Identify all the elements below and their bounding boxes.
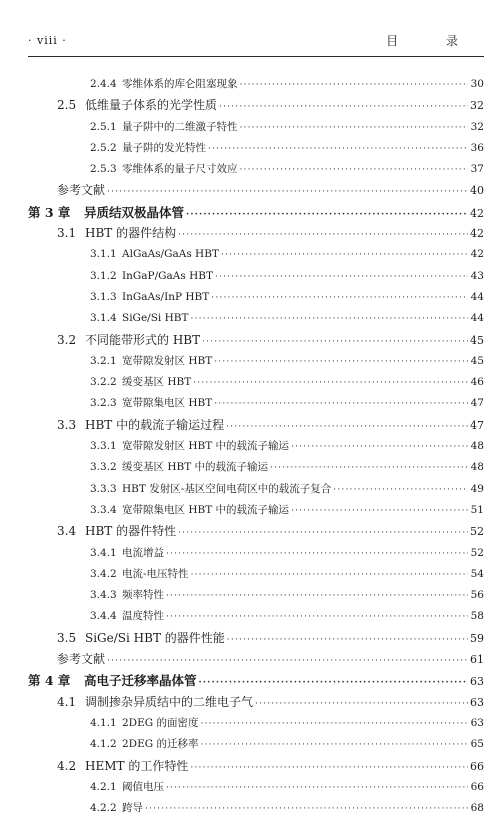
leader-dots <box>201 735 469 756</box>
leader-dots <box>107 651 468 672</box>
leader-dots <box>178 523 468 544</box>
toc-entry[interactable] <box>28 777 484 798</box>
toc-entry-number: 3.4.2 <box>90 567 117 580</box>
toc-entry-number: 3.1.4 <box>90 312 117 325</box>
toc-entry-page: 48 <box>470 440 484 453</box>
toc-entry-page: 65 <box>470 738 484 751</box>
toc-entry-title: 跨导 <box>122 802 143 815</box>
toc-references[interactable] <box>28 180 484 201</box>
toc-entry-page: 63 <box>470 695 484 709</box>
toc-entry-title: 参考文献 <box>57 652 106 667</box>
leader-dots <box>166 544 468 565</box>
toc-entry-number: 3.1.1 <box>90 248 117 261</box>
leader-dots <box>215 267 468 288</box>
toc-entry[interactable] <box>28 266 484 287</box>
toc-entry-title: InGaAs/InP HBT <box>122 290 210 303</box>
toc-entry[interactable] <box>28 713 484 734</box>
toc-entry-number: 3.4.1 <box>90 546 117 559</box>
toc-entry-number: 3.3.1 <box>90 440 117 453</box>
toc-entry-page: 49 <box>470 482 484 495</box>
toc-entry[interactable] <box>28 138 484 159</box>
toc-entry-number: 3.4.4 <box>90 610 117 623</box>
toc-entry-number: 3.4.3 <box>90 589 117 602</box>
toc-entry-title: AlGaAs/GaAs HBT <box>122 248 219 261</box>
toc-entry[interactable] <box>28 479 484 500</box>
toc-entry[interactable] <box>28 74 484 95</box>
toc-entry-title: 高电子迁移率晶体管 <box>84 673 197 689</box>
toc-entry-number: 2.5.3 <box>90 163 117 176</box>
toc-entry-number: 3.3.2 <box>90 461 117 474</box>
leader-dots <box>226 417 468 438</box>
toc-entry[interactable] <box>28 244 484 265</box>
leader-dots <box>107 182 468 203</box>
leader-dots <box>240 75 469 96</box>
page-header <box>28 30 484 57</box>
toc-entry[interactable] <box>28 372 484 393</box>
toc-entry-page: 61 <box>470 653 484 667</box>
toc-entry-number: 3.4 <box>57 524 77 539</box>
toc-entry-title: 零维体系的库仑阻塞现象 <box>122 78 238 90</box>
toc-entry-page: 48 <box>470 461 484 474</box>
toc-entry-page: 59 <box>470 631 484 645</box>
toc-entry-title: 缓变基区 HBT <box>122 376 192 389</box>
running-title: 目 录 <box>386 34 480 48</box>
leader-dots <box>219 97 468 118</box>
toc-entry-page: 44 <box>470 290 484 303</box>
leader-dots <box>166 778 468 799</box>
toc-entry-page: 45 <box>470 354 484 367</box>
toc-entry-page: 32 <box>470 99 484 113</box>
toc-entry-page: 47 <box>470 418 484 432</box>
toc-entry-title: HBT 中的载流子输运过程 <box>85 417 225 432</box>
toc-entry-title: 温度特性 <box>122 610 164 623</box>
toc-entry-title: 宽带隙集电区 HBT <box>122 397 213 410</box>
toc-entry-page: 42 <box>470 248 484 261</box>
toc-entry[interactable] <box>28 457 484 478</box>
toc-entry-title: 参考文献 <box>57 183 106 198</box>
leader-dots <box>211 288 468 309</box>
toc-entry[interactable] <box>28 734 484 755</box>
toc-entry-page: 66 <box>470 759 484 773</box>
toc-entry[interactable] <box>28 393 484 414</box>
toc-entry-page: 47 <box>470 397 484 410</box>
toc-entry-page: 56 <box>470 589 484 602</box>
toc-entry-number: 3.1.3 <box>90 290 117 303</box>
toc-entry[interactable] <box>28 223 484 244</box>
toc-entry-page: 32 <box>470 120 484 133</box>
leader-dots <box>190 309 468 330</box>
toc-entry-title: 不同能带形式的 HBT <box>85 332 201 347</box>
toc-entry-title: HBT 发射区-基区空间电荷区中的载流子复合 <box>122 482 332 495</box>
toc-entry-page: 42 <box>470 206 484 220</box>
toc-entry-number: 4.1 <box>57 694 77 709</box>
toc-entry-page: 42 <box>470 227 484 241</box>
toc-entry-title: 2DEG 的迁移率 <box>122 738 199 751</box>
toc-entry[interactable] <box>28 287 484 308</box>
toc-entry-page: 68 <box>470 802 484 815</box>
toc-entry[interactable] <box>28 308 484 329</box>
toc-entry-number: 4.1.1 <box>90 716 117 729</box>
toc-entry-number: 2.5.1 <box>90 120 117 133</box>
toc-entry-title: HEMT 的工作特性 <box>85 758 189 773</box>
toc-entry-title: HBT 的器件结构 <box>85 226 177 241</box>
toc-entry-number: 4.2.1 <box>90 780 117 793</box>
toc-entry-title: 低维量子体系的光学性质 <box>85 98 218 113</box>
toc-entry-number: 3.2.1 <box>90 354 117 367</box>
toc-entry-title: SiGe/Si HBT <box>122 312 189 325</box>
toc-entry-page: 63 <box>470 716 484 729</box>
leader-dots <box>208 139 468 160</box>
toc-chapter[interactable] <box>28 670 484 691</box>
toc-entry-title: 宽带隙发射区 HBT 中的载流子输运 <box>122 440 290 453</box>
leader-dots <box>190 758 468 779</box>
toc-entry-number: 3.2.3 <box>90 397 117 410</box>
toc-entry-page: 52 <box>470 546 484 559</box>
toc-entry[interactable] <box>28 585 484 606</box>
leader-dots <box>227 630 468 651</box>
leader-dots <box>191 565 468 586</box>
leader-dots <box>145 799 468 820</box>
toc-entry-number: 2.5.2 <box>90 141 117 154</box>
toc-entry-number: 3.2.2 <box>90 376 117 389</box>
toc-entry-page: 37 <box>470 163 484 176</box>
toc-entry-title: 阈值电压 <box>122 780 164 793</box>
toc-entry-title: InGaP/GaAs HBT <box>122 269 213 282</box>
toc-entry-title: 量子阱中的二维激子特性 <box>122 120 238 133</box>
toc-entry-title: HBT 的器件特性 <box>85 524 177 539</box>
leader-dots <box>240 118 469 139</box>
toc-entry-page: 46 <box>470 376 484 389</box>
toc-entry-number: 3.3 <box>57 417 77 432</box>
page-number: · viii · <box>28 34 67 47</box>
toc-entry-title: 零维体系的量子尺寸效应 <box>122 163 238 176</box>
toc-entry[interactable] <box>28 798 484 819</box>
toc-entry[interactable] <box>28 606 484 627</box>
toc-entry-number: 4.2 <box>57 758 77 773</box>
toc-entry[interactable] <box>28 521 484 542</box>
leader-dots <box>214 352 468 373</box>
toc-entry-number: 4.1.2 <box>90 738 117 751</box>
toc-entry[interactable] <box>28 159 484 180</box>
toc-entry[interactable] <box>28 117 484 138</box>
toc-entry-page: 30 <box>470 78 484 90</box>
leader-dots <box>202 332 468 353</box>
toc-entry[interactable] <box>28 330 484 351</box>
leader-dots <box>255 694 468 715</box>
toc-entry-number: 3.1 <box>57 226 77 241</box>
leader-dots <box>221 245 468 266</box>
toc-entry-page: 52 <box>470 525 484 539</box>
toc-entry-title: 电流-电压特性 <box>122 567 189 580</box>
toc-entry-title: 量子阱的发光特性 <box>122 141 206 154</box>
toc-references[interactable] <box>28 649 484 670</box>
leader-dots <box>270 458 468 479</box>
toc-entry[interactable] <box>28 564 484 585</box>
toc-entry[interactable] <box>28 692 484 713</box>
toc-entry-page: 43 <box>470 269 484 282</box>
toc-entry[interactable] <box>28 500 484 521</box>
toc-entry-title: 2DEG 的面密度 <box>122 716 199 729</box>
leader-dots <box>291 501 468 522</box>
toc-entry-number: 3.3.4 <box>90 503 117 516</box>
toc-entry-title: 电流增益 <box>122 546 164 559</box>
toc-entry-title: 宽带隙发射区 HBT <box>122 354 213 367</box>
toc-entry-page: 58 <box>470 610 484 623</box>
toc-entry-title: 频率特性 <box>122 589 164 602</box>
toc-entry-title: 宽带隙集电区 HBT 中的载流子输运 <box>122 503 290 516</box>
toc-entry-page: 66 <box>470 780 484 793</box>
leader-dots <box>166 607 468 628</box>
leader-dots <box>240 160 469 181</box>
toc-entry-number: 4.2.2 <box>90 802 117 815</box>
leader-dots <box>201 714 469 735</box>
toc-entry[interactable] <box>28 436 484 457</box>
toc-entry-title: 缓变基区 HBT 中的载流子输运 <box>122 461 269 474</box>
toc-chapter[interactable] <box>28 202 484 223</box>
leader-dots <box>333 480 468 501</box>
leader-dots <box>291 437 468 458</box>
toc-entry-page: 63 <box>470 675 484 689</box>
leader-dots <box>193 373 468 394</box>
toc-entry-number: 3.2 <box>57 332 77 347</box>
toc-entry-number: 3.5 <box>57 630 77 645</box>
toc-entry[interactable] <box>28 543 484 564</box>
toc-entry-title: SiGe/Si HBT 的器件性能 <box>85 630 225 645</box>
leader-dots <box>214 394 468 415</box>
toc-entry-page: 54 <box>470 567 484 580</box>
toc-entry-number: 第 4 章 <box>28 673 71 689</box>
toc-entry[interactable] <box>28 351 484 372</box>
toc-entry-title: 异质结双极晶体管 <box>84 204 185 220</box>
toc-entry-number: 2.4.4 <box>90 78 117 90</box>
toc-entry-number: 3.1.2 <box>90 269 117 282</box>
toc-entry-number: 3.3.3 <box>90 482 117 495</box>
table-of-contents <box>28 74 484 819</box>
leader-dots <box>166 586 468 607</box>
toc-entry-page: 45 <box>470 333 484 347</box>
toc-entry-page: 40 <box>470 184 484 198</box>
toc-entry-number: 第 3 章 <box>28 204 71 220</box>
toc-entry[interactable] <box>28 415 484 436</box>
toc-entry-page: 51 <box>470 503 484 516</box>
toc-entry-title: 调制掺杂异质结中的二维电子气 <box>85 694 254 709</box>
toc-entry[interactable] <box>28 95 484 116</box>
toc-entry-page: 44 <box>470 312 484 325</box>
toc-entry-number: 2.5 <box>57 98 77 113</box>
toc-entry-page: 36 <box>470 141 484 154</box>
leader-dots <box>178 225 468 246</box>
toc-entry[interactable] <box>28 628 484 649</box>
